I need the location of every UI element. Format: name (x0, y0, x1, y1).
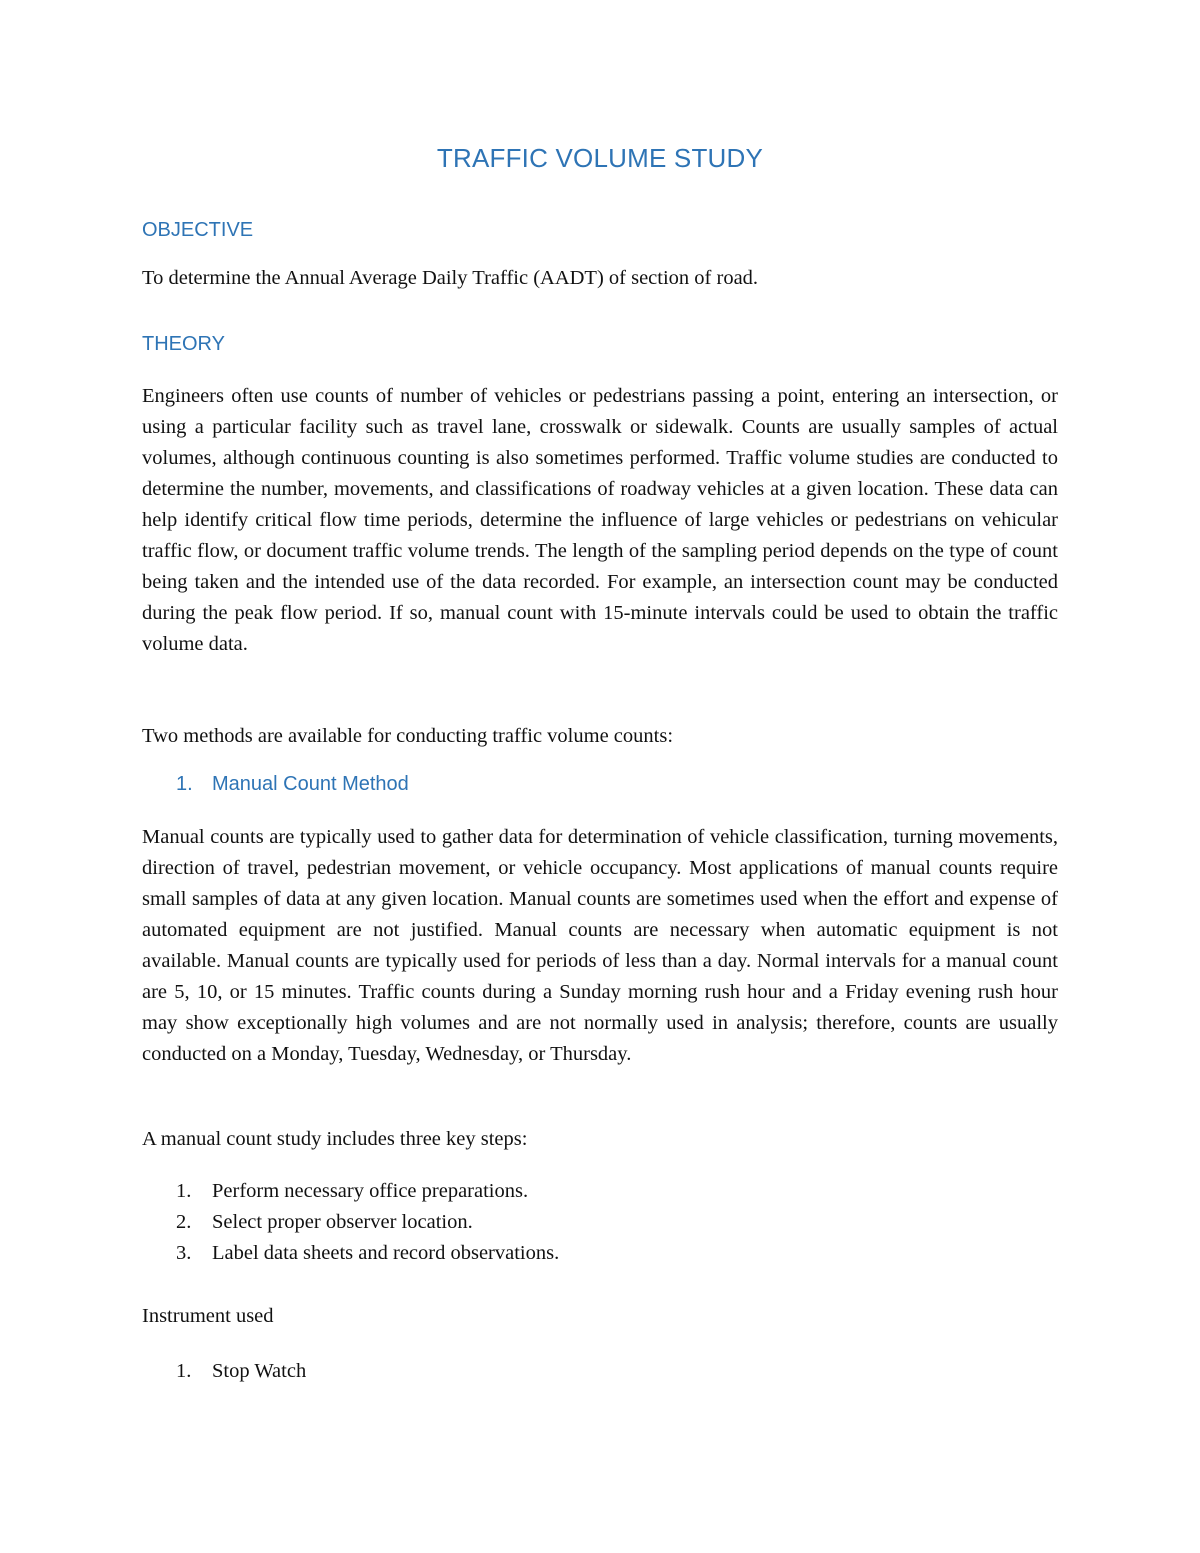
theory-heading: THEORY (142, 333, 225, 355)
list-item (176, 1180, 528, 1203)
list-item-text: Select proper observer location. (212, 1211, 473, 1233)
manual-method-paragraph: Manual counts are typically used to gather data for determination of vehicle classification, turning movements, direction of travel, pedestrian movement, or vehicle occupancy. Most applications of manual counts require small samples of data at any given location. Manual counts are sometimes used when the effort and expense of automated equipment are not justified. Manual counts are necessary when automatic equipment is not available. Manual counts are typically used for periods of less than a day. Normal intervals for a manual count are 5, 10, or 15 minutes. Traffic counts during a Sunday morning rush hour and a Friday evening rush hour may show exceptionally high volumes and are not normally used in analysis; therefore, counts are usually conducted on a Monday, Tuesday, Wednesday, or Thursday. (142, 826, 1058, 1065)
list-item-text: Label data sheets and record observations. (212, 1242, 560, 1264)
objective-text: To determine the Annual Average Daily Traffic (AADT) of section of road. (142, 267, 759, 289)
list-item-number: 1. (176, 1360, 192, 1382)
steps-intro: A manual count study includes three key steps: (142, 1128, 528, 1150)
manual-method-title: Manual Count Method (212, 773, 409, 795)
list-item-text: Perform necessary office preparations. (212, 1180, 529, 1202)
list-item (176, 1360, 306, 1383)
theory-paragraph: Engineers often use counts of number of vehicles or pedestrians passing a point, entering an intersection, or using a particular facility such as travel lane, crosswalk or sidewalk. Counts are usually samples of actual volumes, although continuous counting is also sometimes performed. Traffic volume studies are conducted to determine the number, movements, and classifications of roadway vehicles at a given location. These data can help identify critical flow time periods, determine the influence of large vehicles or pedestrians on vehicular traffic flow, or document traffic volume trends. The length of the sampling period depends on the type of count being taken and the intended use of the data recorded. For example, an intersection count may be conducted during the peak flow period. If so, manual count with 15-minute intervals could be used to obtain the traffic volume data. (142, 385, 1058, 655)
list-item-number: 2. (176, 1211, 192, 1233)
list-item (176, 1211, 473, 1234)
list-item-text: Stop Watch (212, 1360, 307, 1382)
objective-heading: OBJECTIVE (142, 219, 254, 241)
list-item-number: 1. (176, 1180, 192, 1202)
instruments-heading: Instrument used (142, 1305, 274, 1327)
document-title: TRAFFIC VOLUME STUDY (436, 143, 764, 173)
methods-intro: Two methods are available for conducting traffic volume counts: (142, 725, 674, 747)
list-item (176, 1242, 559, 1265)
manual-method-heading (176, 773, 409, 796)
manual-method-number: 1. (176, 773, 193, 795)
list-item-number: 3. (176, 1242, 192, 1264)
